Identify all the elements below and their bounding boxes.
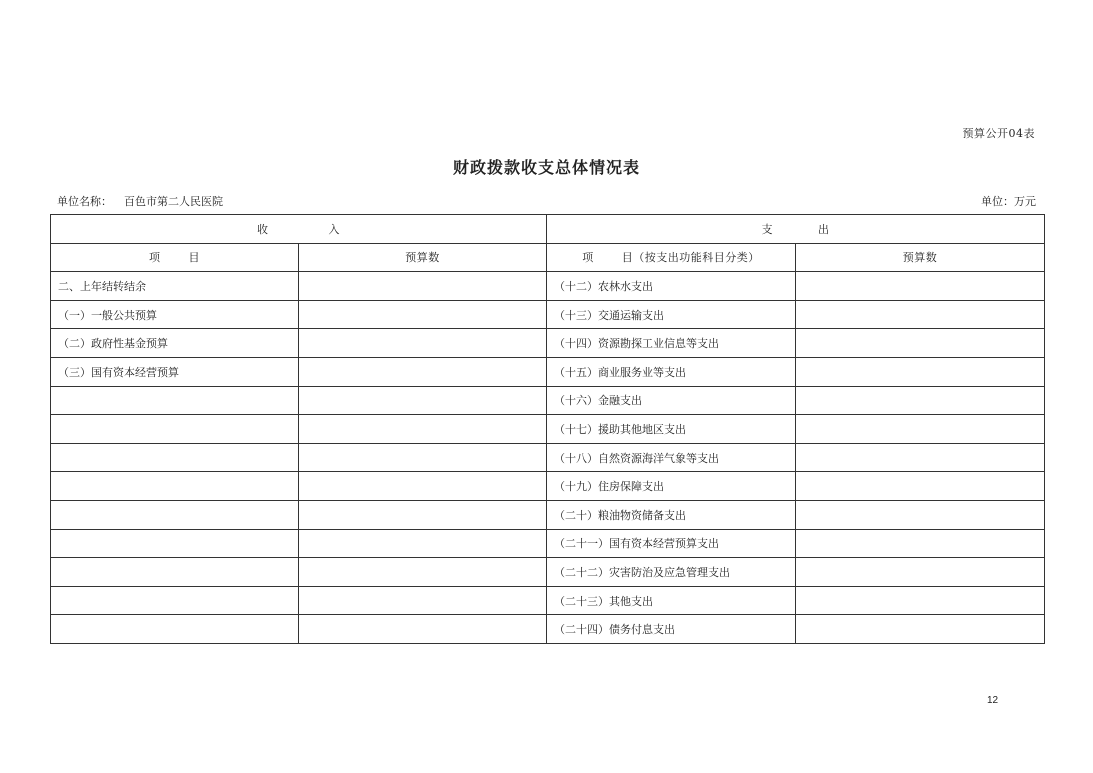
table-row	[51, 357, 1045, 386]
expense-budget-cell	[796, 272, 1045, 301]
table-row	[51, 472, 1045, 501]
expense-item-cell: （二十一）国有资本经营预算支出	[547, 529, 796, 558]
income-item-cell: （一）一般公共预算	[51, 300, 299, 329]
income-budget-cell	[299, 472, 547, 501]
income-budget-cell	[299, 443, 547, 472]
income-budget-cell	[299, 558, 547, 587]
table-row	[51, 558, 1045, 587]
income-budget-cell	[299, 329, 547, 358]
expense-header: 支 出	[547, 215, 1045, 244]
income-item-cell	[51, 529, 299, 558]
income-budget-cell	[299, 529, 547, 558]
table-row	[51, 300, 1045, 329]
table-row	[51, 272, 1045, 301]
table-row	[51, 329, 1045, 358]
income-item-cell: 二、上年结转结余	[51, 272, 299, 301]
expense-budget-cell	[796, 500, 1045, 529]
table-row	[51, 500, 1045, 529]
income-item-cell: （二）政府性基金预算	[51, 329, 299, 358]
income-item-column-header: 项 目	[51, 243, 299, 272]
expense-budget-cell	[796, 586, 1045, 615]
income-item-cell	[51, 586, 299, 615]
table-row	[51, 586, 1045, 615]
unit-name-label: 单位名称：	[57, 195, 112, 208]
expense-item-cell: （二十三）其他支出	[547, 586, 796, 615]
header-row-columns	[51, 243, 1045, 272]
unit-name	[57, 193, 223, 209]
form-number: 预算公开04表	[962, 127, 1035, 140]
income-budget-cell	[299, 415, 547, 444]
income-budget-cell	[299, 300, 547, 329]
expense-budget-column-header: 预算数	[796, 243, 1045, 272]
page-number: 12	[987, 695, 999, 706]
expense-item-cell: （二十四）债务付息支出	[547, 615, 796, 644]
expense-item-cell: （十三）交通运输支出	[547, 300, 796, 329]
expense-budget-cell	[796, 558, 1045, 587]
expense-budget-cell	[796, 443, 1045, 472]
expense-budget-cell	[796, 300, 1045, 329]
expense-budget-cell	[796, 615, 1045, 644]
table-row	[51, 615, 1045, 644]
expense-item-cell: （十九）住房保障支出	[547, 472, 796, 501]
income-budget-cell	[299, 615, 547, 644]
income-item-cell: （三）国有资本经营预算	[51, 357, 299, 386]
expense-item-cell: （十八）自然资源海洋气象等支出	[547, 443, 796, 472]
income-budget-cell	[299, 272, 547, 301]
currency-unit: 单位：万元	[981, 195, 1036, 208]
expense-item-cell: （十七）援助其他地区支出	[547, 415, 796, 444]
header-row-sections	[51, 215, 1045, 244]
income-budget-cell	[299, 586, 547, 615]
income-budget-cell	[299, 386, 547, 415]
expense-budget-cell	[796, 386, 1045, 415]
income-item-cell	[51, 558, 299, 587]
income-item-cell	[51, 615, 299, 644]
table-row	[51, 415, 1045, 444]
expense-budget-cell	[796, 357, 1045, 386]
page-title: 财政拨款收支总体情况表	[452, 158, 640, 177]
table-row	[51, 443, 1045, 472]
income-budget-cell	[299, 500, 547, 529]
expense-budget-cell	[796, 472, 1045, 501]
income-item-cell	[51, 500, 299, 529]
expense-item-cell: （十六）金融支出	[547, 386, 796, 415]
income-header: 收 入	[51, 215, 547, 244]
expense-item-cell: （二十二）灾害防治及应急管理支出	[547, 558, 796, 587]
expense-item-cell: （十四）资源勘探工业信息等支出	[547, 329, 796, 358]
income-item-cell	[51, 386, 299, 415]
expense-budget-cell	[796, 329, 1045, 358]
budget-table	[50, 214, 1045, 644]
expense-item-cell: （十二）农林水支出	[547, 272, 796, 301]
unit-name-value: 百色市第二人民医院	[124, 195, 223, 208]
table-row	[51, 529, 1045, 558]
table-row	[51, 386, 1045, 415]
expense-item-column-header: 项 目（按支出功能科目分类）	[547, 243, 796, 272]
income-item-cell	[51, 472, 299, 501]
income-item-cell	[51, 443, 299, 472]
expense-item-cell: （十五）商业服务业等支出	[547, 357, 796, 386]
income-budget-column-header: 预算数	[299, 243, 547, 272]
expense-budget-cell	[796, 415, 1045, 444]
expense-budget-cell	[796, 529, 1045, 558]
expense-item-cell: （二十）粮油物资储备支出	[547, 500, 796, 529]
income-budget-cell	[299, 357, 547, 386]
income-item-cell	[51, 415, 299, 444]
